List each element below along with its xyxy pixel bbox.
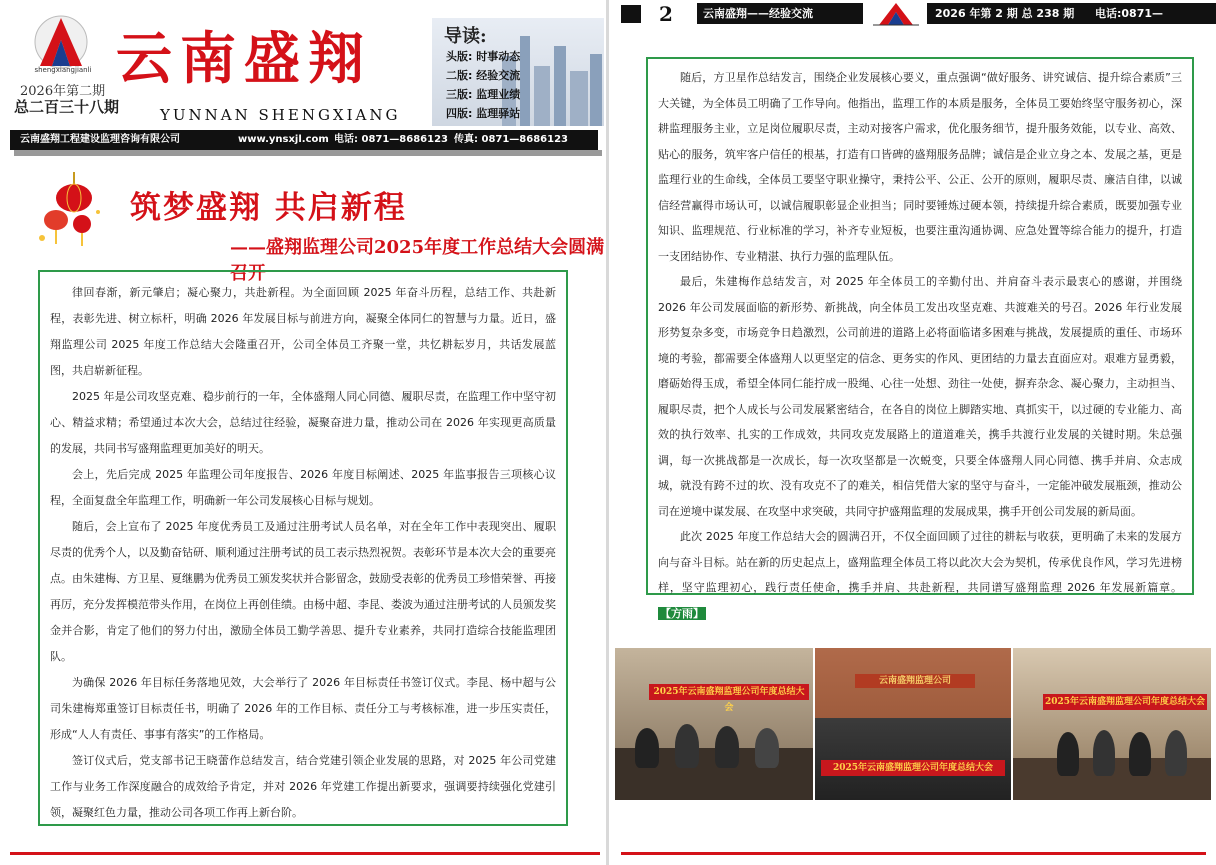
article-box xyxy=(38,270,568,826)
article-paragraph: 随后，会上宣布了 2025 年度优秀员工及通过注册考试人员名单，对在全年工作中表现突出、履职尽责的优秀个人，以及勤奋钻研、顺利通过注册考试的员工表示热烈祝贺。表彰环节是本次大会的重要亮点。由朱建梅、方卫星、夏继鹏为优秀员工颁发奖状并合影留念，鼓励受表彰的优秀员工珍惜荣誉、再接再厉，充分发挥模范带头作用，在岗位上再创佳绩。由杨中超、李昆、娄波为通过注册考试的人员颁发奖金并合影，肯定了他们的努力付出，激励全体员工勤学善思、提升专业素养，共同打造综合技能监理团队。 xyxy=(50,520,556,663)
fax-number: 传真: 0871—8686123 xyxy=(454,134,569,145)
photo-banner: 云南盛翔监理公司 xyxy=(855,674,975,688)
meeting-photo xyxy=(615,648,813,800)
article-paragraph: 随后，方卫星作总结发言，围绕企业发展核心要义，重点强调“做好服务、讲究诚信、提升综合素质”三大关键，为全体员工明确了工作导向。他指出，监理工作的本质是服务，全体员工要始终坚守服务初心，深耕监理服务主业，立足岗位履职尽责，主动对接客户需求，优化服务细节，提升服务效能，以专业、高效、贴心的服务，筑牢客户信任的根基，打造有口皆碑的盛翔服务品牌；诚信是企业立身之本、发展之基，更是监理行业的生命线，全体员工要坚守职业操守，秉持公平、公正、公开的原则，履职尽责、廉洁自律，以诚信经营赢得市场认可，以诚信履职彰显企业担当；同时要锤炼过硬本领，持续提升综合素质，既要加强专业知识、监理规范、行业标准的学习，补齐专业短板，也要注重沟通协调、应急处置等综合能力的提升，打造一支团结协作、专业精湛、执行力强的监理队伍。 xyxy=(658,71,1182,263)
footer-rule xyxy=(10,852,600,855)
subheadline: ——盛翔监理公司2025年度工作总结大会圆满召开 xyxy=(230,237,605,284)
issue-info: 2026 年第 2 期 总 238 期 xyxy=(935,7,1075,20)
article-paragraph: 签订仪式后，党支部书记王晓蕾作总结发言，结合党建引领企业发展的思路，对 2025 年公司党建工作与业务工作深度融合的成效给予肯定，并对 2026 年党建工作提出新要求，强调要持续强化党建引领，凝聚红色力量，推动公司各项工作再上新台阶。 xyxy=(50,754,556,819)
section-title: 云南盛翔——经验交流 xyxy=(697,3,863,24)
issue-number: 2026年第二期 xyxy=(20,84,106,99)
guide-item[interactable]: 四版: 监理驿站 xyxy=(446,107,521,120)
award-photo xyxy=(1013,648,1211,800)
guide-item[interactable]: 头版: 时事动态 xyxy=(446,50,521,63)
header-square xyxy=(621,5,641,23)
masthead-bar-shadow xyxy=(14,150,602,156)
website-link[interactable]: www.ynsxjl.com xyxy=(238,134,329,145)
article-paragraph xyxy=(658,524,1182,626)
article-paragraph: 最后，朱建梅作总结发言，对 2025 年全体员工的辛勤付出、并肩奋斗表示最衷心的感谢，并围绕 2026 年公司发展面临的新形势、新挑战，向全体员工发出攻坚克难、共渡难关的号召。2026 年行业发展形势复杂多变，市场竞争日趋激烈，公司前进的道路上必将面临诸多困难与挑战，发展提质的重任、市场环境的考验，都需要全体盛翔人以更坚定的信念、更务实的作风、更团结的力量去直面应对。艰难方显勇毅，磨砺始得玉成，希望全体同仁能拧成一股绳、心往一处想、劲往一处使，摒弃杂念、凝心聚力，主动担当、履职尽责，把个人成长与公司发展紧密结合，在各自的岗位上脚踏实地、真抓实干，以过硬的专业能力、高效的执行效率、扎实的工作成效，共同攻克发展路上的道道难关，携手共渡行业发展的关键时期。朱总强调，每一次挑战都是一次成长，每一次攻坚都是一次蜕变，只要全体盛翔人同心同德、携手并肩、众志成城，就没有跨不过的坎、没有攻克不了的难关，相信凭借大家的坚守与奋斗，一定能冲破发展瓶颈，推动公司在逆境中谋发展、在攻坚中求突破，共同守护盛翔监理的发展成果，携手开创公司发展的新局面。 xyxy=(658,275,1182,518)
group-photo xyxy=(815,648,1011,800)
issue-info-bar xyxy=(927,3,1216,41)
guide-item[interactable]: 二版: 经验交流 xyxy=(446,69,521,82)
phone-number: 电话:0871—68686123 xyxy=(1095,7,1164,41)
newspaper-title: 云南盛翔 xyxy=(116,26,372,92)
article-paragraph: 会上，先后完成 2025 年监理公司年度报告、2026 年度目标阐述、2025 年监事报告三项核心议程，全面复盘全年监理工作，明确新一年公司发展核心目标与规划。 xyxy=(50,468,556,507)
article-paragraph: 为确保 2026 年目标任务落地见效，大会举行了 2026 年目标责任书签订仪式。李昆、杨中超与公司朱建梅郑重签订目标责任书，明确了 2026 年的工作目标、责任分工与考核标准，进一步压实责任，形成“人人有责任、事事有落实”的工作格局。 xyxy=(50,676,556,741)
photo-strip xyxy=(615,648,1211,800)
phone-number: 电话: 0871—8686123 xyxy=(334,134,449,145)
masthead-info-bar xyxy=(10,130,598,150)
article-paragraph: 律回春渐，新元肇启；凝心聚力，共赴新程。为全面回顾 2025 年奋斗历程，总结工作、共赴新程，表彰先进、树立标杆，明确 2026 年发展目标与前进方向，凝聚全体同仁的智慧与力量。近日，盛翔监理公司 2025 年度工作总结大会隆重召开，公司全体员工齐聚一堂，共忆耕耘岁月，共话发展蓝图，共启崭新征程。 xyxy=(50,286,556,377)
lantern-decoration xyxy=(34,172,114,252)
company-name: 云南盛翔工程建设监理咨询有限公司 xyxy=(20,134,180,145)
headline: 筑梦盛翔 共启新程 xyxy=(130,190,407,226)
author-tag: 【方雨】 xyxy=(660,606,704,620)
page-number: 2 xyxy=(659,2,673,26)
newspaper-title-en: YUNNAN SHENGXIANG xyxy=(160,106,401,124)
guide-title: 导读: xyxy=(444,26,487,47)
page-one xyxy=(0,0,606,865)
photo-banner: 2025年云南盛翔监理公司年度总结大会 xyxy=(821,760,1005,776)
total-issue: 总二百三十八期 xyxy=(14,98,120,116)
article-paragraph: 2025 年是公司攻坚克难、稳步前行的一年，全体盛翔人同心同德、履职尽责，在监理工作中坚守初心、精益求精；希望通过本次大会，总结过往经验，凝聚奋进力量，推动公司在 2026 年实现更高质量的发展，共同书写盛翔监理更加美好的明天。 xyxy=(50,390,556,455)
guide-panel xyxy=(432,18,604,126)
photo-banner: 2025年云南盛翔监理公司年度总结大会 xyxy=(649,684,809,700)
page-two xyxy=(609,0,1216,865)
logo-caption: shengxiangjianli xyxy=(34,66,92,74)
photo-banner: 2025年云南盛翔监理公司年度总结大会 xyxy=(1043,694,1207,710)
footer-rule xyxy=(621,852,1206,855)
article-box xyxy=(646,57,1194,620)
closing-text: 此次 2025 年度工作总结大会的圆满召开，不仅全面回顾了过往的耕耘与收获，更明确了未来的发展方向与奋斗目标。站在新的历史起点上，盛翔监理全体员工将以此次大会为契机，传承优良作风，学习先进榜样，坚守监理初心，践行责任使命，携手并肩、共赴新程，共同谱写盛翔监理 2026 年发展新篇章。 xyxy=(658,530,1182,594)
header-logo xyxy=(871,2,921,26)
guide-item[interactable]: 三版: 监理业绩 xyxy=(446,88,521,101)
